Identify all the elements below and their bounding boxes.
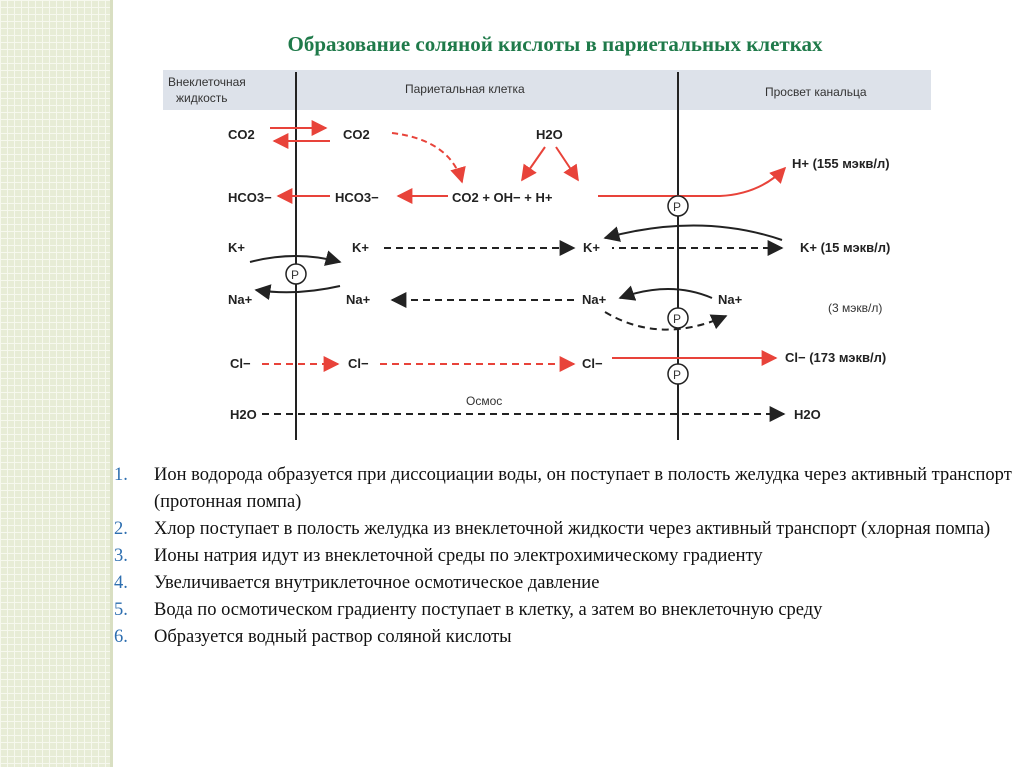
list-item xyxy=(114,570,1014,597)
arrow-na-out xyxy=(256,286,340,292)
region-extracellular-1: Внеклеточная xyxy=(168,75,246,89)
arrow-na-recycle xyxy=(605,312,726,330)
label-na-conc: (3 мэкв/л) xyxy=(828,301,883,315)
label-na-mid: Na+ xyxy=(346,292,371,307)
label-hco3-mid: HCO3− xyxy=(335,190,379,205)
list-item xyxy=(114,516,1014,543)
list-number: 4. xyxy=(114,573,128,593)
list-text: Увеличивается внутриклеточное осмотическое давление xyxy=(154,573,600,593)
region-cell: Париетальная клетка xyxy=(405,82,525,96)
list-item xyxy=(114,624,1014,651)
list-text: Вода по осмотическом градиенту поступает в клетку, а затем во внеклеточную среду xyxy=(154,600,823,620)
label-na-lumen: Na+ xyxy=(718,292,743,307)
list-text: Ион водорода образуется при диссоциации воды, он поступает в полость желудка через активный транспорт (протонная помпа) xyxy=(154,465,1012,512)
list-number: 3. xyxy=(114,546,128,566)
pump-na-k-label: P xyxy=(291,268,300,282)
label-h2o-top: H2O xyxy=(536,127,563,142)
label-hco3-left: HCO3− xyxy=(228,190,272,205)
label-reaction: CO2 + OH− + H+ xyxy=(452,190,553,205)
list-text: Образуется водный раствор соляной кислоты xyxy=(154,627,512,647)
label-cl-left: Cl− xyxy=(230,356,251,371)
label-k-lumen: K+ (15 мэкв/л) xyxy=(800,240,891,255)
label-h2o-right: H2O xyxy=(794,407,821,422)
list-item xyxy=(114,597,1014,624)
label-co2-left: CO2 xyxy=(228,127,255,142)
label-h-plus: H+ (155 мэкв/л) xyxy=(792,156,890,171)
list-text: Ионы натрия идут из внеклеточной среды по электрохимическому градиенту xyxy=(154,546,763,566)
list-number: 6. xyxy=(114,627,128,647)
label-k-cell: K+ xyxy=(583,240,600,255)
list-number: 5. xyxy=(114,600,128,620)
label-h2o-left: H2O xyxy=(230,407,257,422)
arrow-h2o-to-oh xyxy=(522,147,545,180)
arrow-k-from-lumen xyxy=(605,225,782,240)
pump-na-label: P xyxy=(673,312,682,326)
pump-cl-label: P xyxy=(673,368,682,382)
list-item xyxy=(114,543,1014,570)
label-k-mid: K+ xyxy=(352,240,369,255)
region-extracellular-2: жидкость xyxy=(176,91,228,105)
label-co2-mid: CO2 xyxy=(343,127,370,142)
pump-h-k-label: P xyxy=(673,200,682,214)
page-title: Образование соляной кислоты в париетальных клетках xyxy=(287,32,823,56)
arrow-h-to-lumen xyxy=(598,168,785,196)
arrow-co2-to-reaction xyxy=(392,133,462,182)
list-item xyxy=(114,462,1014,516)
region-lumen: Просвет канальца xyxy=(765,85,867,99)
label-osmos: Осмос xyxy=(466,394,503,408)
list-number: 1. xyxy=(114,465,128,485)
arrow-na-from-lumen xyxy=(620,289,712,298)
label-na-cell: Na+ xyxy=(582,292,607,307)
list-text: Хлор поступает в полость желудка из внеклеточной жидкости через активный транспорт (хлорная помпа) xyxy=(154,519,991,539)
steps-list xyxy=(114,462,1014,651)
label-k-left: K+ xyxy=(228,240,245,255)
arrow-h2o-to-h xyxy=(556,147,578,180)
label-cl-cell: Cl− xyxy=(582,356,603,371)
list-number: 2. xyxy=(114,519,128,539)
label-cl-mid: Cl− xyxy=(348,356,369,371)
label-na-left: Na+ xyxy=(228,292,253,307)
label-cl-lumen: Cl− (173 мэкв/л) xyxy=(785,350,887,365)
